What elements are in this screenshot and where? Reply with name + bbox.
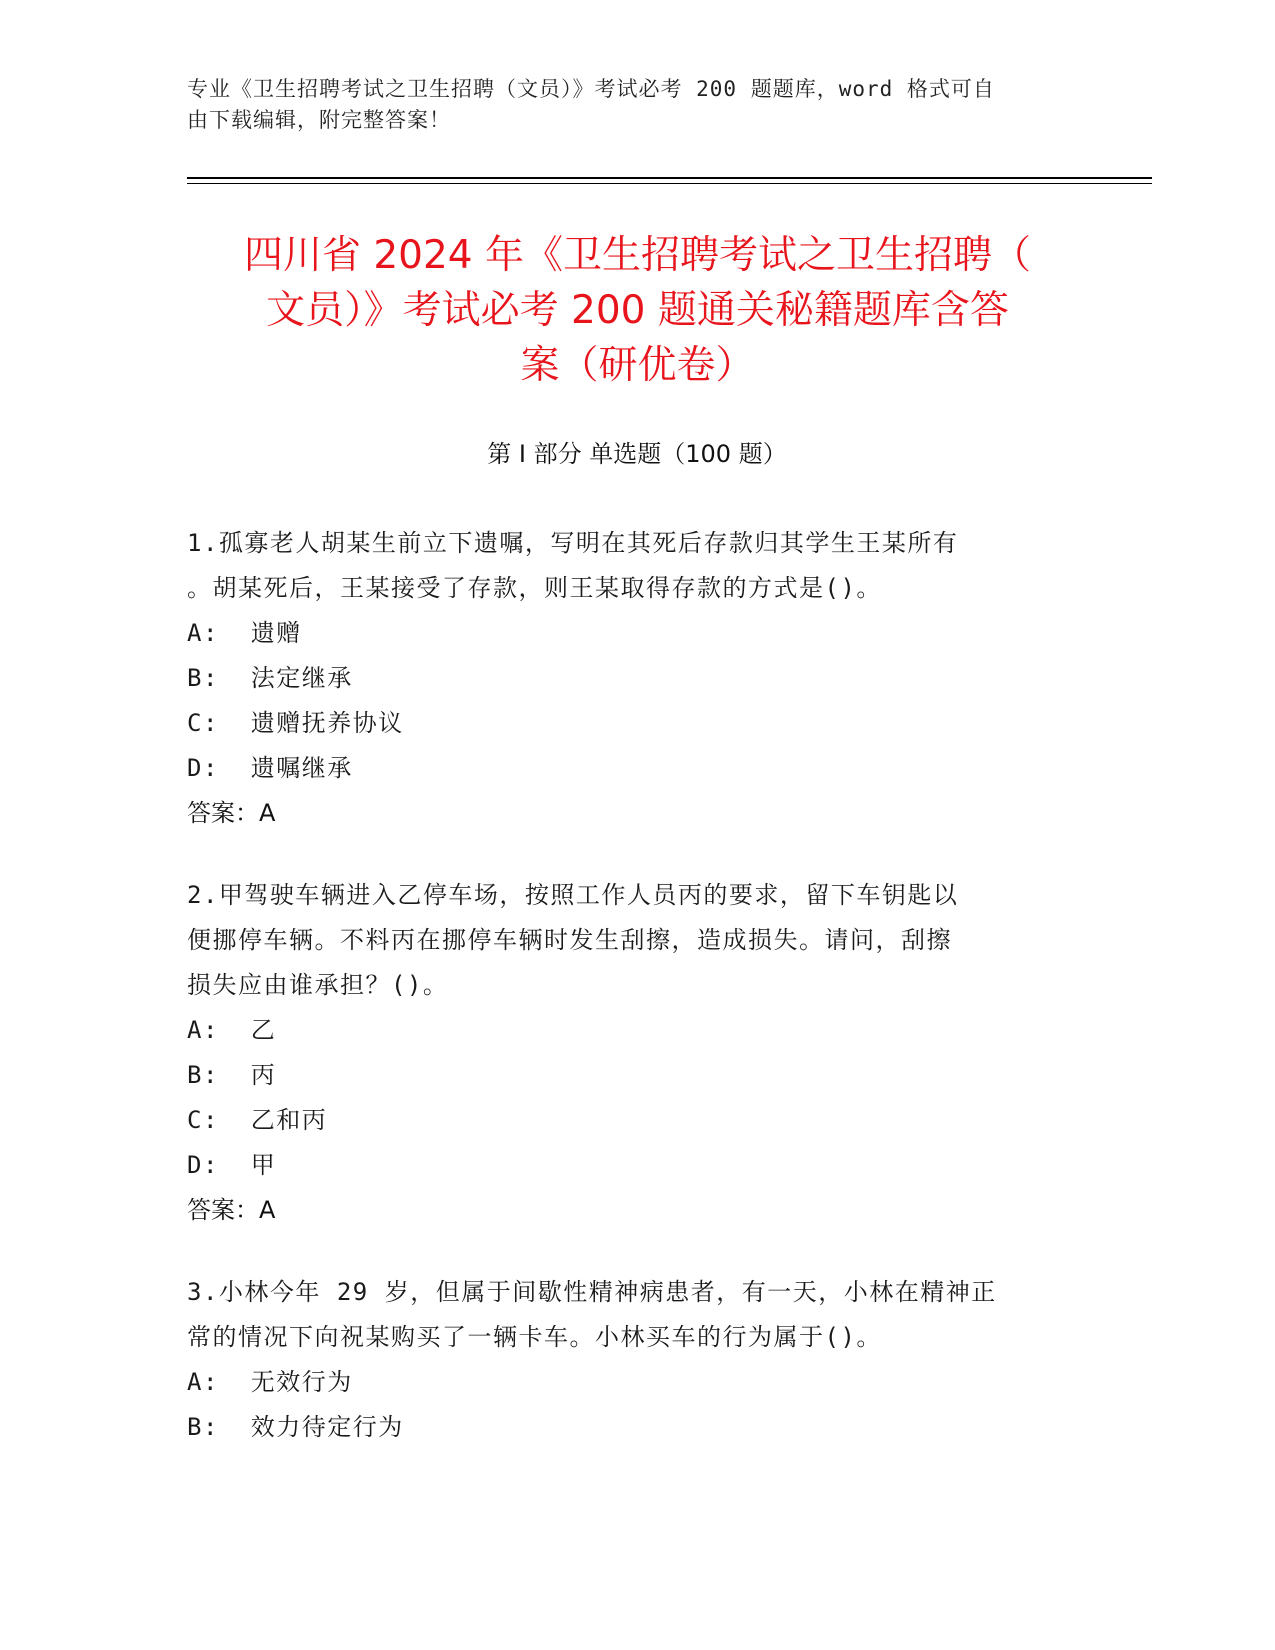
option-a: A: 无效行为 bbox=[187, 1368, 353, 1396]
answer: 答案：A bbox=[187, 799, 276, 827]
section-title: 第 I 部分 单选题（100 题） bbox=[487, 440, 787, 468]
header-divider-thin bbox=[187, 183, 1152, 184]
question-2 bbox=[187, 873, 1067, 1233]
option-b: B: 法定继承 bbox=[187, 664, 353, 692]
option-a: A: 乙 bbox=[187, 1016, 277, 1044]
intro-text bbox=[187, 74, 1067, 136]
question-stem-line: 。胡某死后，王某接受了存款，则王某取得存款的方式是()。 bbox=[187, 574, 882, 602]
option-d: D: 甲 bbox=[187, 1151, 277, 1179]
question-stem-line: 便挪停车辆。不料丙在挪停车辆时发生刮擦，造成损失。请问，刮擦 bbox=[187, 926, 952, 954]
question-1 bbox=[187, 521, 1067, 836]
option-b: B: 丙 bbox=[187, 1061, 277, 1089]
option-d: D: 遗嘱继承 bbox=[187, 754, 353, 782]
question-3 bbox=[187, 1270, 1067, 1450]
intro-line-1: 专业《卫生招聘考试之卫生招聘（文员）》考试必考 200 题题库，word 格式可自 bbox=[187, 77, 995, 101]
option-c: C: 遗赠抚养协议 bbox=[187, 709, 404, 737]
header-divider-thick bbox=[187, 177, 1152, 179]
intro-line-2: 由下载编辑，附完整答案！ bbox=[187, 108, 451, 132]
answer: 答案：A bbox=[187, 1196, 276, 1224]
question-stem-line: 损失应由谁承担？()。 bbox=[187, 971, 449, 999]
question-stem-line: 常的情况下向祝某购买了一辆卡车。小林买车的行为属于()。 bbox=[187, 1323, 882, 1351]
title-line-1: 四川省 2024 年《卫生招聘考试之卫生招聘（ bbox=[243, 233, 1032, 278]
option-a: A: 遗赠 bbox=[187, 619, 302, 647]
question-stem-line: 3.小林今年 29 岁，但属于间歇性精神病患者，有一天，小林在精神正 bbox=[187, 1278, 997, 1306]
option-c: C: 乙和丙 bbox=[187, 1106, 328, 1134]
question-stem-line: 1.孤寡老人胡某生前立下遗嘱，写明在其死后存款归其学生王某所有 bbox=[187, 529, 959, 557]
document-title bbox=[180, 228, 1095, 393]
title-line-2: 文员）》考试必考 200 题通关秘籍题库含答 bbox=[266, 288, 1009, 333]
title-line-3: 案（研优卷） bbox=[520, 343, 755, 388]
option-b: B: 效力待定行为 bbox=[187, 1413, 404, 1441]
question-stem-line: 2.甲驾驶车辆进入乙停车场，按照工作人员丙的要求，留下车钥匙以 bbox=[187, 881, 959, 909]
